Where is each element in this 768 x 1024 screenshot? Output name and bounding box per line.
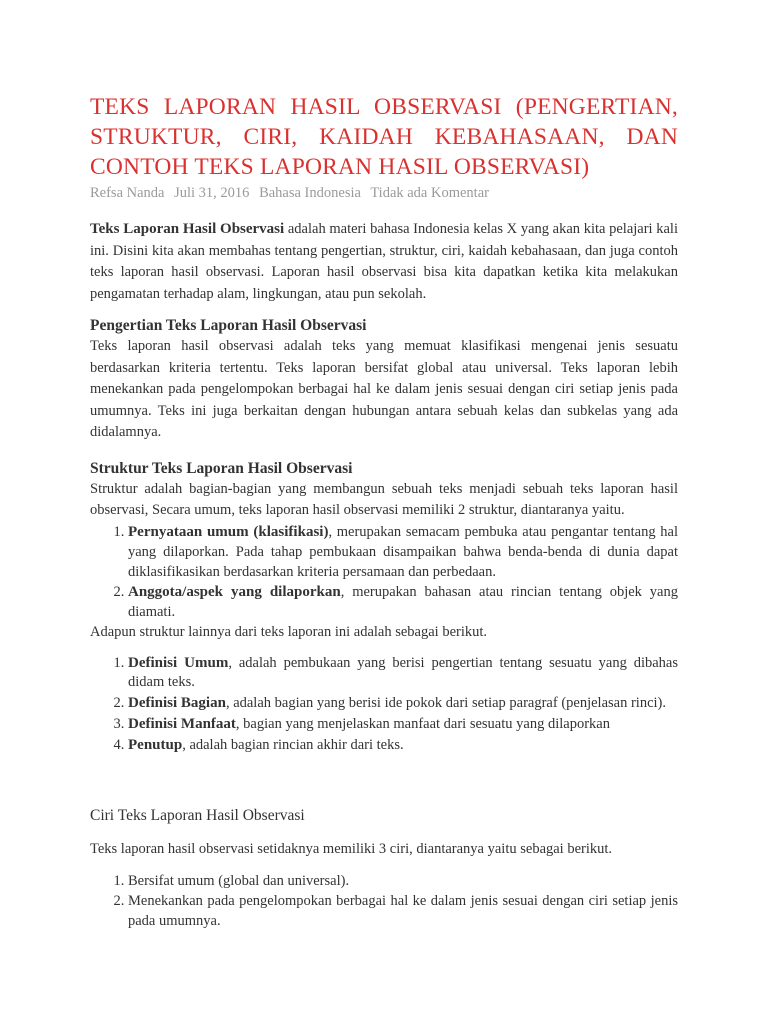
- list-item-term: Definisi Bagian: [128, 695, 226, 711]
- author-link[interactable]: Refsa Nanda: [90, 185, 165, 201]
- struktur-after-paragraph: Adapun struktur lainnya dari teks laporan ini adalah sebagai berikut.: [90, 623, 488, 640]
- ciri-paragraph: Teks laporan hasil observasi setidaknya memiliki 3 ciri, diantaranya yaitu sebagai berikut.: [90, 841, 613, 857]
- ciri-list: [90, 871, 678, 931]
- list-item-desc: , bagian yang menjelaskan manfaat dari sesuatu yang dilaporkan: [235, 716, 610, 732]
- ciri-heading: Ciri Teks Laporan Hasil Observasi: [90, 807, 305, 824]
- list-item-desc: , adalah bagian yang berisi ide pokok dari setiap paragraf (penjelasan rinci).: [225, 695, 666, 711]
- list-item-desc: , merupakan semacam pembuka atau pengantar tentang hal yang dilaporkan. Pada tahap pembukaan disampaikan bahwa benda-benda di dunia dapat diklasifikasikan berdasarkan kriteria persamaan dan perbedaan.: [128, 523, 678, 580]
- list-item: [128, 715, 678, 734]
- list-item: [128, 654, 678, 692]
- intro-paragraph: [90, 219, 678, 305]
- category-link[interactable]: Bahasa Indonesia: [259, 185, 361, 201]
- struktur-list-2: [90, 654, 678, 755]
- pengertian-paragraph: Teks laporan hasil observasi adalah teks yang memuat klasifikasi mengenai jenis sesuatu berdasarkan kriteria tertentu. Teks laporan bersifat global atau universal. Teks laporan lebih menekankan pada pengelompokan berbagai hal ke dalam jenis sesuai dengan ciri setiap jenis pada umumnya. Teks ini juga berkaitan dengan hubungan antara sebuah kelas dan subkelas yang ada didalamnya.: [90, 338, 678, 440]
- article-meta: [90, 184, 678, 202]
- list-item: [128, 736, 678, 755]
- list-item-term: Anggota/aspek yang dilaporkan: [128, 583, 341, 600]
- list-item-term: Penutup: [128, 737, 183, 753]
- list-item-desc: , merupakan bahasan atau rincian tentang objek yang diamati.: [128, 583, 678, 620]
- list-item: [128, 522, 678, 582]
- list-item-term: Definisi Manfaat: [128, 716, 236, 732]
- list-item-term: Definisi Umum: [128, 655, 229, 671]
- list-item-term: Pernyataan umum (klasifikasi): [128, 523, 329, 540]
- list-item: 2. Menekankan pada pengelompokan berbagai hal ke dalam jenis sesuai dengan ciri setiap jenis pada umumnya.: [128, 891, 678, 931]
- list-item-desc: , adalah pembukaan yang berisi pengertian tentang sesuatu yang dibahas didam teks.: [128, 655, 678, 690]
- comments-link[interactable]: Tidak ada Komentar: [370, 185, 489, 201]
- struktur-list: [90, 522, 678, 622]
- post-date: Juli 31, 2016: [174, 185, 250, 201]
- pengertian-heading: Pengertian Teks Laporan Hasil Observasi: [90, 317, 367, 334]
- intro-bold: Teks Laporan Hasil Observasi: [90, 221, 285, 237]
- list-item: 1. Bersifat umum (global dan universal).: [128, 871, 678, 891]
- list-item: [128, 582, 678, 622]
- list-item-desc: , adalah bagian rincian akhir dari teks.: [182, 737, 404, 753]
- struktur-heading: Struktur Teks Laporan Hasil Observasi: [90, 459, 353, 477]
- struktur-paragraph: Struktur adalah bagian-bagian yang membangun sebuah teks menjadi sebuah teks laporan hasil observasi, Secara umum, teks laporan hasil observasi memiliki 2 struktur, diantaranya yaitu.: [90, 480, 678, 518]
- list-item: [128, 694, 678, 713]
- intro-text: adalah materi bahasa Indonesia kelas X yang akan kita pelajari kali ini. Disini kita akan membahas tentang pengertian, struktur, ciri, kaidah kebahasaan, dan juga contoh teks laporan hasil observasi. Laporan hasil observasi bisa kita dapatkan ketika kita melakukan pengamatan terhadap alam, lingkungan, atau pun sekolah.: [90, 221, 678, 302]
- article-title: TEKS LAPORAN HASIL OBSERVASI (PENGERTIAN, STRUKTUR, CIRI, KAIDAH KEBAHASAAN, DAN CONTOH TEKS LAPORAN HASIL OBSERVASI): [90, 94, 678, 180]
